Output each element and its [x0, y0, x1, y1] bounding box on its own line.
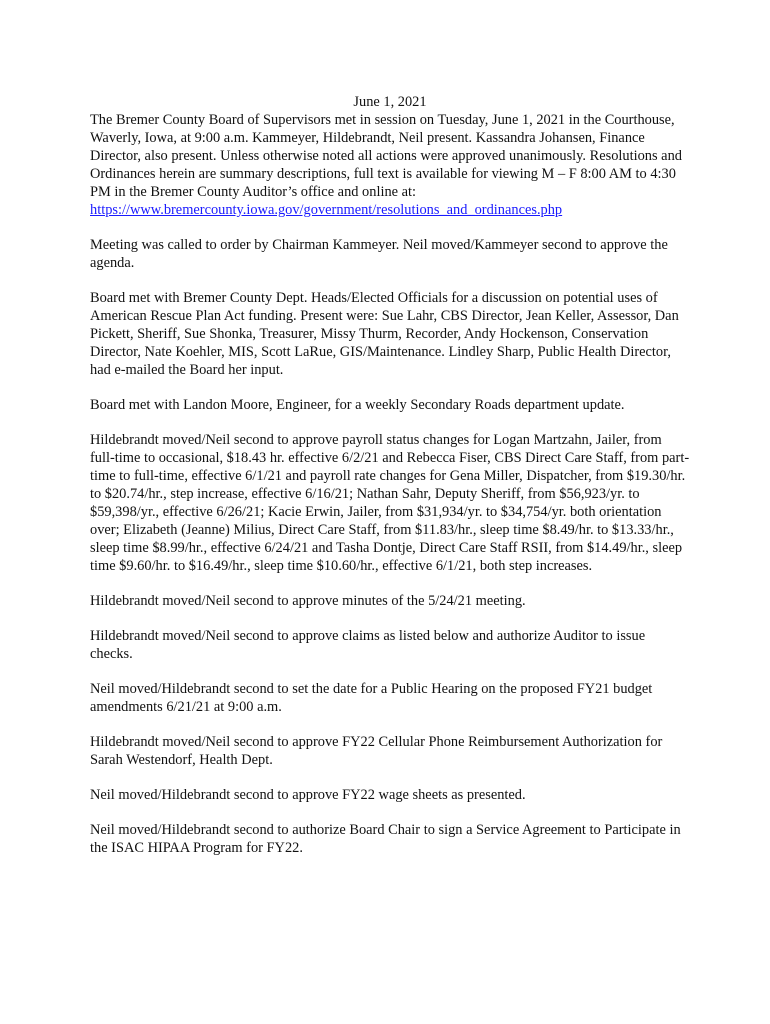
paragraph-wage-sheets: Neil moved/Hildebrandt second to approve FY22 wage sheets as presented.: [90, 787, 526, 803]
paragraph-call-to-order: Meeting was called to order by Chairman Kammeyer. Neil moved/Kammeyer second to approve the agenda.: [90, 237, 668, 271]
paragraph-approve-minutes: Hildebrandt moved/Neil second to approve minutes of the 5/24/21 meeting.: [90, 593, 526, 609]
paragraph-approve-claims: Hildebrandt moved/Neil second to approve claims as listed below and authorize Auditor to issue checks.: [90, 628, 646, 662]
paragraph-public-hearing: Neil moved/Hildebrandt second to set the date for a Public Hearing on the proposed FY21 budget amendments 6/21/21 at 9:00 a.m.: [90, 681, 653, 715]
paragraph-engineer-update: Board met with Landon Moore, Engineer, for a weekly Secondary Roads department update.: [90, 397, 625, 413]
paragraph-cell-reimbursement: Hildebrandt moved/Neil second to approve FY22 Cellular Phone Reimbursement Authorization for Sarah Westendorf, Health Dept.: [90, 734, 663, 768]
minutes-page: [90, 93, 690, 874]
paragraph-isac-hipaa: Neil moved/Hildebrandt second to authorize Board Chair to sign a Service Agreement to Participate in the ISAC HIPAA Program for FY22.: [90, 822, 681, 856]
intro-paragraph: [90, 111, 690, 219]
paragraph-payroll-changes: Hildebrandt moved/Neil second to approve payroll status changes for Logan Martzahn, Jailer, from full-time to occasional, $18.43 hr. effective 6/2/21 and Rebecca Fiser, CBS Direct Care Staff, from part-time to full-time, effective 6/1/21 and payroll rate changes for Gena Miller, Dispatcher, from $19.30/hr. to $20.74/hr., step increase, effective 6/16/21; Nathan Sahr, Deputy Sheriff, from $56,923/yr. to $59,398/yr., effective 6/26/21; Kacie Erwin, Jailer, from $31,934/yr. to $34,754/yr. both orientation over; Elizabeth (Jeanne) Milius, Direct Care Staff, from $11.83/hr., sleep time $8.49/hr. to $13.33/hr., sleep time $8.99/hr., effective 6/24/21 and Tasha Dontje, Direct Care Staff RSII, from $14.49/hr., sleep time $9.60/hr. to $16.49/hr., sleep time $10.60/hr., effective 6/1/21, both step increases.: [90, 432, 690, 574]
intro-text: The Bremer County Board of Supervisors met in session on Tuesday, June 1, 2021 in the Courthouse, Waverly, Iowa, at 9:00 a.m. Kammeyer, Hildebrandt, Neil present. Kassandra Johansen, Finance Director, also present. Unless otherwise noted all actions were approved unanimously. Resolutions and Ordinances herein are summary descriptions, full text is available for viewing M – F 8:00 AM to 4:30 PM in the Bremer County Auditor’s office and online at:: [90, 112, 682, 200]
meeting-date: June 1, 2021: [353, 94, 427, 110]
resolutions-link[interactable]: https://www.bremercounty.iowa.gov/government/resolutions_and_ordinances.php: [90, 202, 563, 218]
paragraph-arpa-discussion: Board met with Bremer County Dept. Heads/Elected Officials for a discussion on potential uses of American Rescue Plan Act funding. Present were: Sue Lahr, CBS Director, Jean Keller, Assessor, Dan Pickett, Sheriff, Sue Shonka, Treasurer, Missy Thurm, Recorder, Andy Hockenson, Conservation Director, Nate Koehler, MIS, Scott LaRue, GIS/Maintenance. Lindley Sharp, Public Health Director, had e-mailed the Board her input.: [90, 290, 679, 378]
